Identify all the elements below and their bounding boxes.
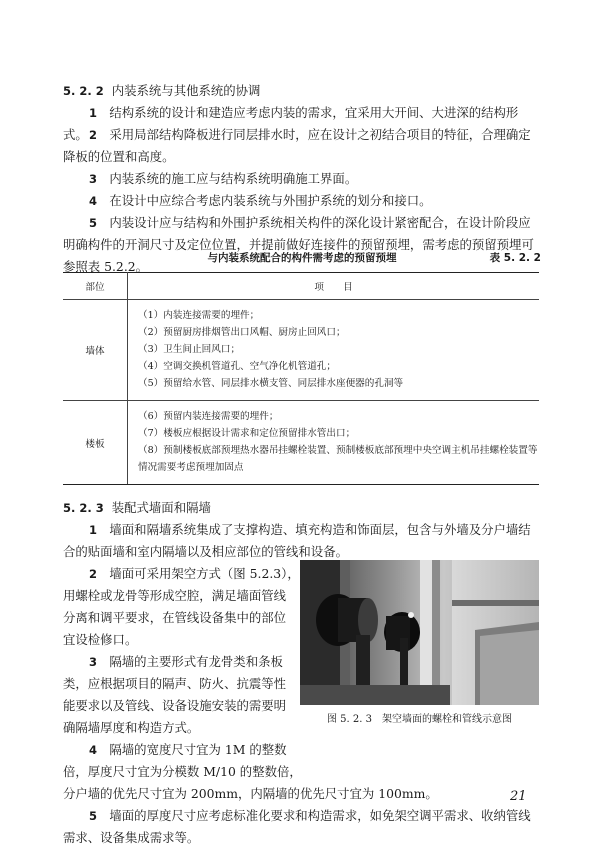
clause-5-2-2-4: 4 在设计中应综合考虑内装系统与外围护系统的划分和接口。 xyxy=(89,193,432,208)
section-number: 5. 2. 3 xyxy=(63,501,104,515)
clause-5-2-3-5: 5 墙面的厚度尺寸应考虑标准化要求和构造需求，如免架空调平需求、收纳管线需求、设备集成需求等。 xyxy=(63,808,531,845)
clause-5-2-3-4-line2: 倍，厚度尺寸宜为分模数 M/10 的整数倍， xyxy=(63,764,302,779)
list-item: （6）预留内装连接需要的埋件； xyxy=(138,411,279,422)
row-items xyxy=(128,300,540,401)
clause-5-2-3-4-lines: 4 隔墙的宽度尺寸宜为 1M 的整数 xyxy=(89,742,287,757)
clause-5-2-2-3: 3 内装系统的施工应与结构系统明确施工界面。 xyxy=(89,171,358,186)
row-items xyxy=(128,401,540,485)
row-category: 楼板 xyxy=(63,401,128,485)
section-heading-5-2-2 xyxy=(63,80,541,102)
page-number: 21 xyxy=(510,789,527,804)
table-caption xyxy=(63,250,541,268)
list-item: （5）预留给水管、同层排水横支管、同层排水座便器的孔洞等 xyxy=(138,378,404,389)
list-item: （2）预留厨房排烟管出口风帽、厨房止回风口； xyxy=(138,327,346,338)
table-row xyxy=(63,401,539,485)
clause-5-2-2-1: 1 结构系统的设计和建造应考虑内装的需求，宜采用大开间、大进深的结构形式。 xyxy=(63,105,519,142)
clause-5-2-3-3: 3 隔墙的主要形式有龙骨类和条板 类，应根据项目的隔声、防火、抗震等性 能要求以及管线、设备设施安装的需要明 确隔墙厚度和构造方式。 xyxy=(63,654,287,735)
table-row xyxy=(63,300,539,401)
wall-photo xyxy=(300,560,539,705)
clause-5-2-3-4-tail: 分户墙的优先尺寸宜为 200mm，内隔墙的优先尺寸宜为 100mm。 xyxy=(63,786,438,801)
clause-5-2-3-2: 2 墙面可采用架空方式（图 5.2.3）， 用螺栓或龙骨等形成空腔，满足墙面管线 分离和调平要求，在管线设备集中的部位 宜设检修口。 xyxy=(63,566,300,647)
table-header-row xyxy=(63,273,539,300)
list-item: （3）卫生间止回风口； xyxy=(138,344,241,355)
table-title: 与内装系统配合的构件需考虑的预留预埋 xyxy=(207,252,397,264)
clause-5-2-2-2: 2 采用局部结构降板进行同层排水时，应在设计之初结合项目的特征，合理确定降板的位置和高度。 xyxy=(63,127,531,164)
figure-caption: 图 5. 2. 3 架空墙面的螺栓和管线示意图 xyxy=(327,714,512,725)
clause-5-2-3-1: 1 墙面和隔墙系统集成了支撑构造、填充构造和饰面层，包含与外墙及分户墙结合的贴面墙和室内隔墙以及相应部位的管线和设备。 xyxy=(63,522,531,559)
list-item: （4）空调交换机管道孔、空气净化机管道孔； xyxy=(138,361,336,372)
section-title: 内装系统与其他系统的协调 xyxy=(111,83,261,98)
list-item: （8）预制楼板底部预埋热水器吊挂螺栓装置、预制楼板底部预埋中央空调主机吊挂螺栓装置等情况需要考虑预埋加固点 xyxy=(138,445,538,473)
header-items: 项 目 xyxy=(128,273,540,300)
header-location: 部位 xyxy=(63,273,128,300)
list-item: （7）楼板应根据设计需求和定位预留排水管出口； xyxy=(138,428,356,439)
section-title: 装配式墙面和隔墙 xyxy=(111,500,211,515)
list-item: （1）内装连接需要的埋件； xyxy=(138,310,260,321)
clause-5-2-2-5: 5 内装设计应与结构和外围护系统相关构件的深化设计紧密配合，在设计阶段应明确构件的开洞尺寸及定位位置，并提前做好连接件的预留预埋，需考虑的预留预埋可参照表 5.2.2。 xyxy=(63,215,534,274)
row-category: 墙体 xyxy=(63,300,128,401)
section-heading-5-2-3 xyxy=(63,497,541,519)
embedment-table xyxy=(63,272,539,485)
table-number: 表 5. 2. 2 xyxy=(489,252,541,264)
section-number: 5. 2. 2 xyxy=(63,84,104,98)
